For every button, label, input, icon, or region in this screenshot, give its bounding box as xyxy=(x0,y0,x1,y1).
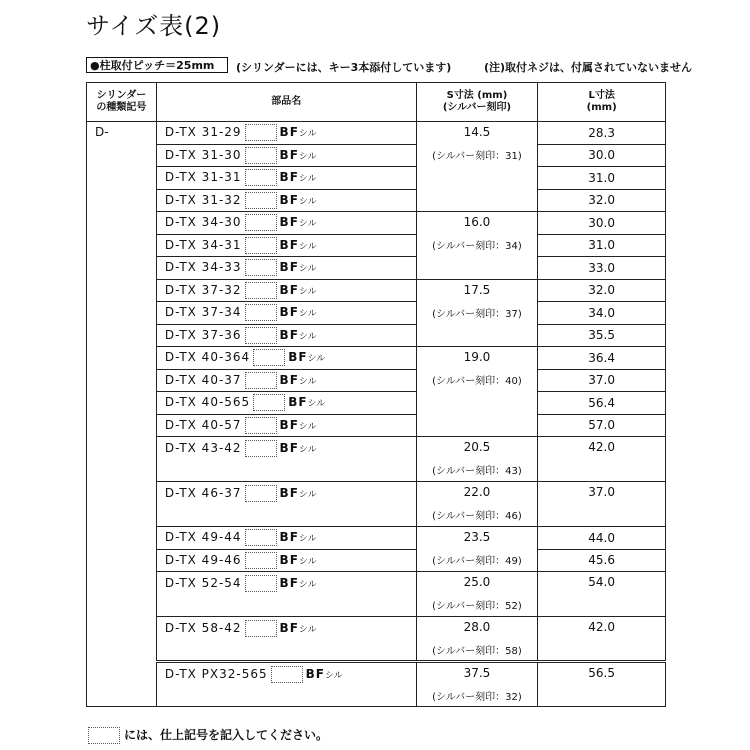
finish-blank-sample xyxy=(88,727,120,744)
part-cell: D-TX 31-31 BFシル xyxy=(156,167,416,190)
table-row xyxy=(87,212,666,235)
l-cell: 42.0 xyxy=(538,437,666,482)
finish-blank xyxy=(245,485,277,502)
finish-blank xyxy=(245,304,277,321)
finish-blank xyxy=(245,282,277,299)
table-row xyxy=(87,347,666,370)
part-cell: D-TX 58-42 BFシル xyxy=(156,617,416,662)
table-row xyxy=(87,414,666,437)
part-cell: D-TX 37-36 BFシル xyxy=(156,324,416,347)
l-cell: 31.0 xyxy=(538,167,666,190)
table-row xyxy=(87,527,666,550)
table-row xyxy=(87,437,666,482)
finish-blank xyxy=(245,237,277,254)
l-cell: 56.5 xyxy=(538,662,666,707)
part-cell: D-TX 40-565 BFシル xyxy=(156,392,416,415)
s-cell: 22.0 (シルバー刻印：46) xyxy=(416,482,538,527)
l-cell: 35.5 xyxy=(538,324,666,347)
l-cell: 28.3 xyxy=(538,122,666,145)
part-cell: D-TX 37-34 BFシル xyxy=(156,302,416,325)
finish-blank xyxy=(253,394,285,411)
finish-blank xyxy=(245,169,277,186)
cylinder-symbol: D- xyxy=(87,122,157,707)
pitch-note: ●柱取付ピッチ＝25mm xyxy=(86,57,228,73)
header-l: L寸法 (mm) xyxy=(538,83,666,122)
table-row xyxy=(87,324,666,347)
l-cell: 32.0 xyxy=(538,189,666,212)
finish-blank xyxy=(245,552,277,569)
table-row xyxy=(87,144,666,167)
part-cell: D-TX 34-31 BFシル xyxy=(156,234,416,257)
table-header-row xyxy=(87,83,666,122)
l-cell: 37.0 xyxy=(538,482,666,527)
l-cell: 34.0 xyxy=(538,302,666,325)
s-cell: 25.0 (シルバー刻印：52) xyxy=(416,572,538,617)
l-cell: 45.6 xyxy=(538,549,666,572)
header-symbol: シリンダー の種類記号 xyxy=(87,83,157,122)
l-cell: 36.4 xyxy=(538,347,666,370)
finish-blank xyxy=(245,440,277,457)
l-cell: 44.0 xyxy=(538,527,666,550)
s-cell: 19.0 (シルバー刻印：40) xyxy=(416,347,538,437)
part-cell: D-TX 34-30 BFシル xyxy=(156,212,416,235)
part-cell: D-TX 46-37 BFシル xyxy=(156,482,416,527)
l-cell: 37.0 xyxy=(538,369,666,392)
s-cell: 16.0 (シルバー刻印：34) xyxy=(416,212,538,280)
table-row xyxy=(87,549,666,572)
finish-blank xyxy=(245,147,277,164)
part-cell: D-TX 40-57 BFシル xyxy=(156,414,416,437)
l-cell: 31.0 xyxy=(538,234,666,257)
s-cell: 28.0 (シルバー刻印：58) xyxy=(416,617,538,662)
table-row xyxy=(87,617,666,662)
part-cell: D-TX 43-42 BFシル xyxy=(156,437,416,482)
finish-blank xyxy=(245,529,277,546)
table-row xyxy=(87,572,666,617)
table-row xyxy=(87,302,666,325)
l-cell: 42.0 xyxy=(538,617,666,662)
footer-note: には、仕上記号を記入してください。 xyxy=(88,726,328,744)
part-cell: D-TX 31-32 BFシル xyxy=(156,189,416,212)
s-cell: 17.5 (シルバー刻印：37) xyxy=(416,279,538,347)
part-cell: D-TX 37-32 BFシル xyxy=(156,279,416,302)
finish-blank xyxy=(245,259,277,276)
s-cell: 14.5 (シルバー刻印：31) xyxy=(416,122,538,212)
l-cell: 30.0 xyxy=(538,144,666,167)
table-row xyxy=(87,189,666,212)
part-cell: D-TX 52-54 BFシル xyxy=(156,572,416,617)
finish-blank xyxy=(245,124,277,141)
l-cell: 57.0 xyxy=(538,414,666,437)
l-cell: 54.0 xyxy=(538,572,666,617)
part-cell: D-TX 49-46 BFシル xyxy=(156,549,416,572)
finish-blank xyxy=(245,372,277,389)
screw-note: (注)取付ネジは、付属されていないません xyxy=(484,61,693,74)
part-cell: D-TX 31-30 BFシル xyxy=(156,144,416,167)
finish-blank xyxy=(245,417,277,434)
part-cell: D-TX 49-44 BFシル xyxy=(156,527,416,550)
table-row xyxy=(87,167,666,190)
finish-blank xyxy=(245,214,277,231)
s-cell: 20.5 (シルバー刻印：43) xyxy=(416,437,538,482)
table-row xyxy=(87,482,666,527)
finish-blank xyxy=(245,575,277,592)
s-cell: 37.5 (シルバー刻印：32) xyxy=(416,662,538,707)
cylinder-note: (シリンダーには、キー3本添付しています) xyxy=(236,61,452,74)
table-row xyxy=(87,662,666,707)
table-row xyxy=(87,392,666,415)
finish-blank xyxy=(253,349,285,366)
l-cell: 30.0 xyxy=(538,212,666,235)
page-title: サイズ表(2) xyxy=(86,12,222,40)
part-cell: D-TX PX32-565 BFシル xyxy=(156,662,416,707)
part-cell: D-TX 34-33 BFシル xyxy=(156,257,416,280)
size-table xyxy=(86,82,666,707)
header-s: S寸法 (mm) (シルバー刻印) xyxy=(416,83,538,122)
l-cell: 32.0 xyxy=(538,279,666,302)
header-part: 部品名 xyxy=(156,83,416,122)
part-cell: D-TX 40-364 BFシル xyxy=(156,347,416,370)
finish-blank xyxy=(245,192,277,209)
part-cell: D-TX 40-37 BFシル xyxy=(156,369,416,392)
s-cell: 23.5 (シルバー刻印：49) xyxy=(416,527,538,572)
table-row xyxy=(87,279,666,302)
table-row xyxy=(87,234,666,257)
l-cell: 33.0 xyxy=(538,257,666,280)
table-row xyxy=(87,369,666,392)
finish-blank xyxy=(271,666,303,683)
table-row xyxy=(87,257,666,280)
l-cell: 56.4 xyxy=(538,392,666,415)
finish-blank xyxy=(245,327,277,344)
finish-blank xyxy=(245,620,277,637)
table-row xyxy=(87,122,666,145)
part-cell: D-TX 31-29 BFシル xyxy=(156,122,416,145)
